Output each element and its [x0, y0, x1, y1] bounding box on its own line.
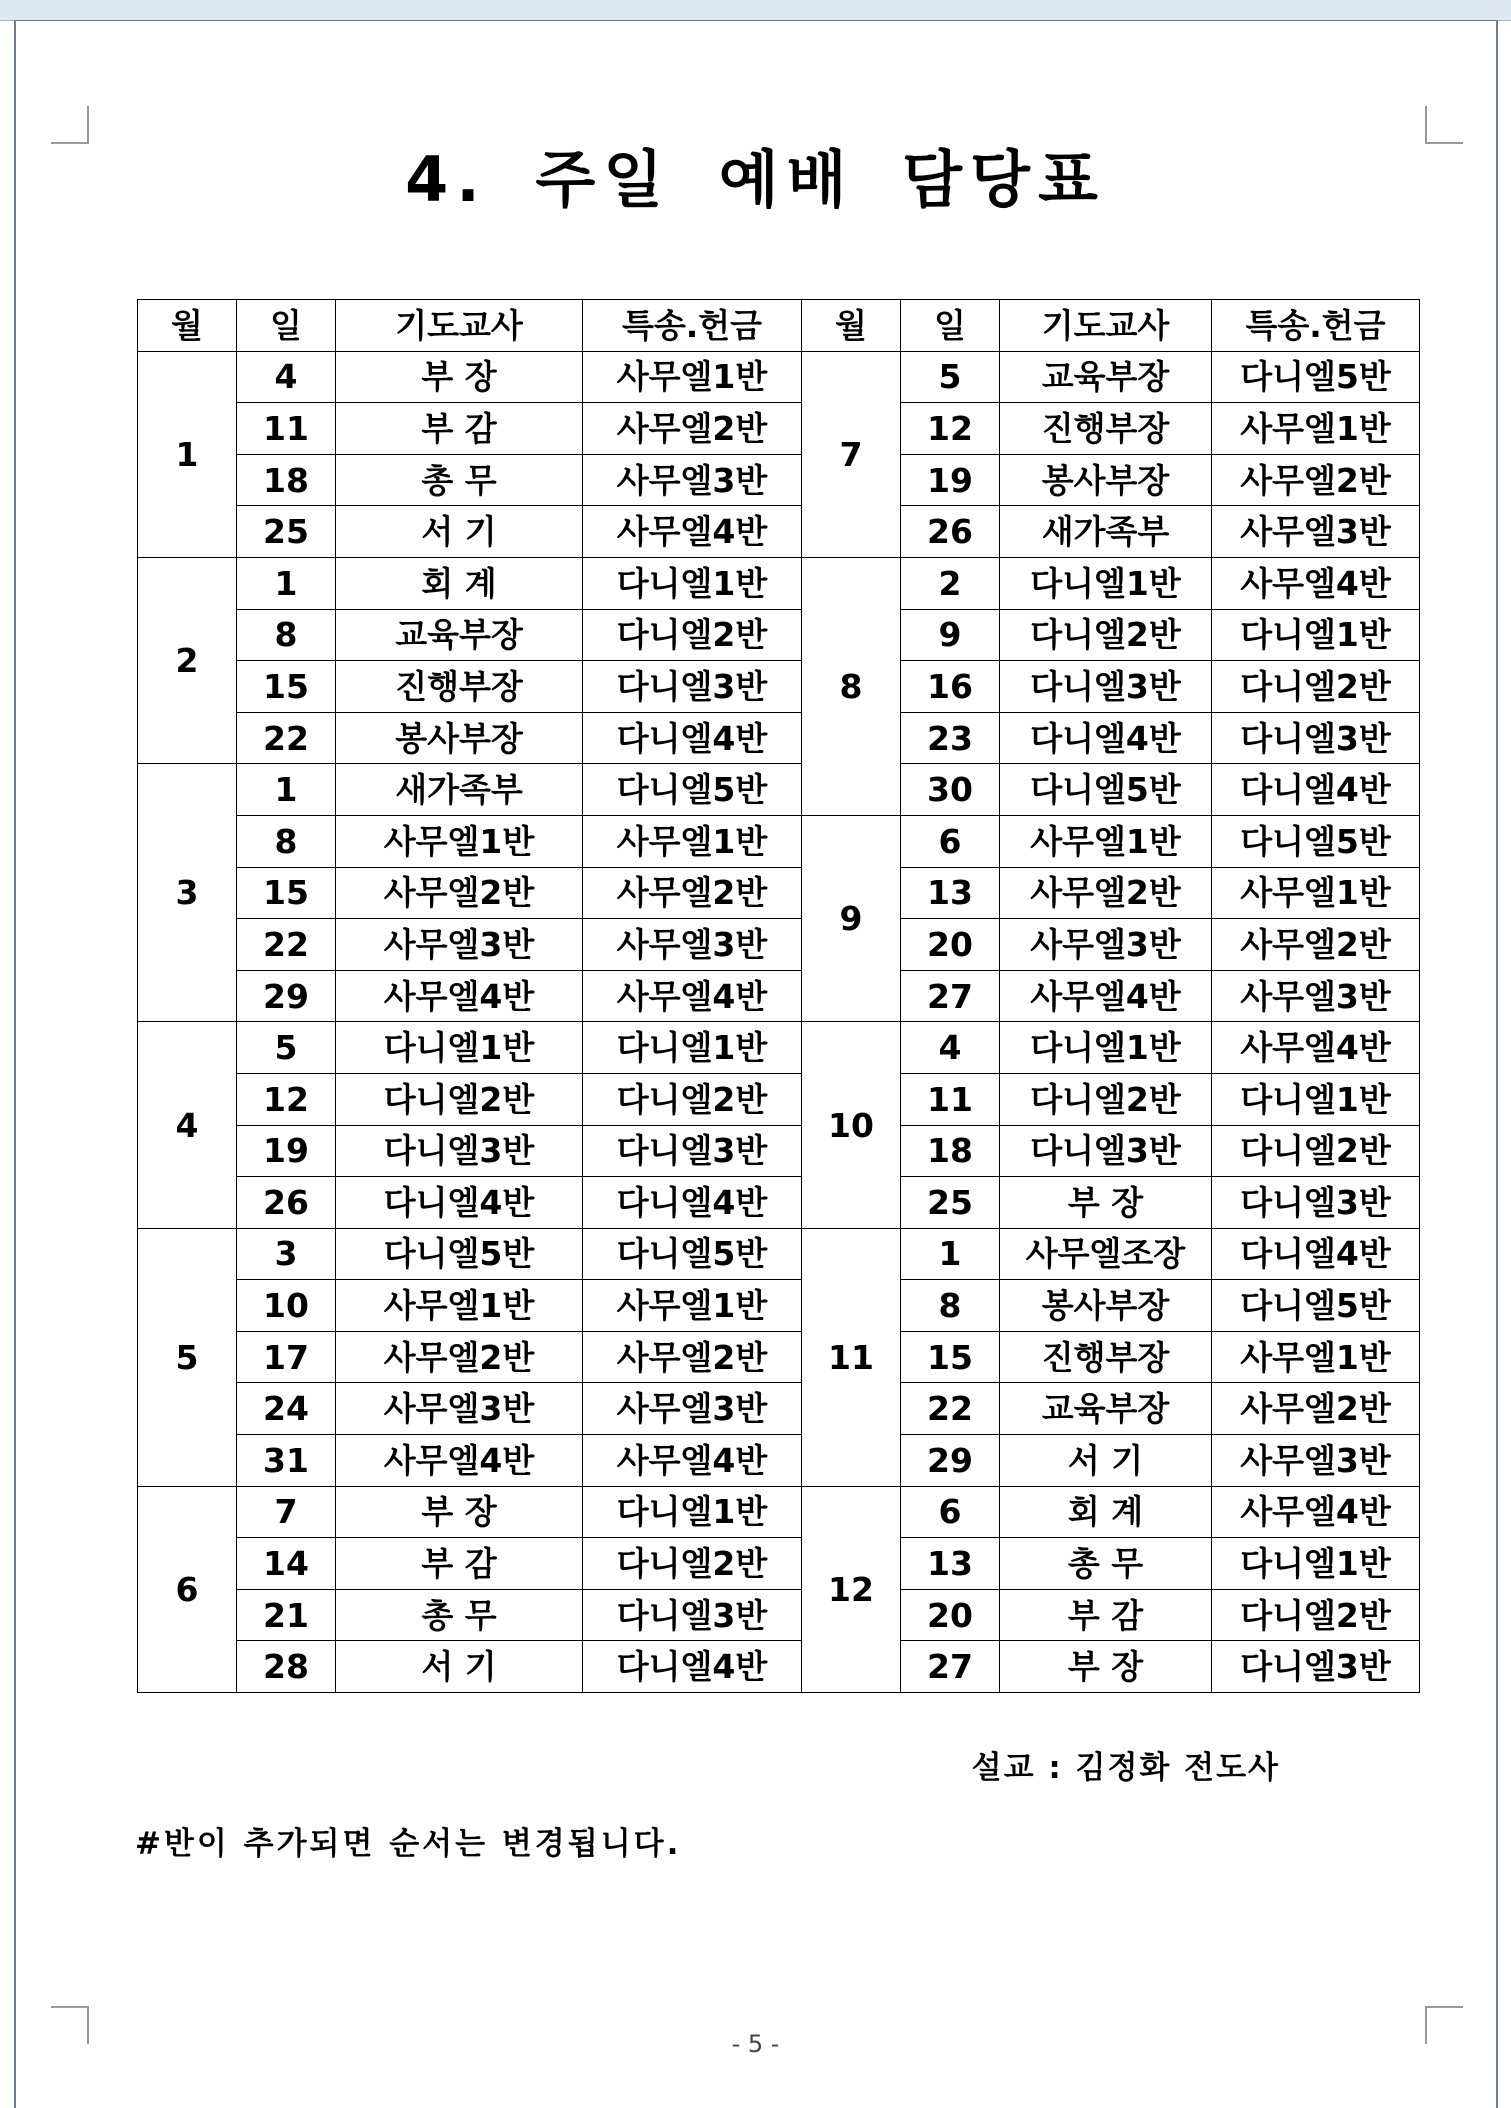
- day-cell-left: 1: [237, 557, 336, 609]
- prayer-teacher-cell-right: 다니엘2반: [1000, 609, 1212, 661]
- special-offering-cell-left: 다니엘2반: [583, 609, 802, 661]
- special-offering-cell-right: 다니엘4반: [1212, 764, 1420, 816]
- day-cell-right: 13: [901, 1538, 1000, 1590]
- special-offering-cell-left: 사무엘1반: [583, 1280, 802, 1332]
- prayer-teacher-cell-right: 회 계: [1000, 1486, 1212, 1538]
- prayer-teacher-cell-left: 사무엘2반: [336, 1331, 583, 1383]
- day-cell-left: 22: [237, 919, 336, 971]
- day-cell-right: 16: [901, 661, 1000, 713]
- special-offering-cell-right: 다니엘4반: [1212, 1228, 1420, 1280]
- day-cell-left: 18: [237, 454, 336, 506]
- special-offering-cell-right: 사무엘1반: [1212, 867, 1420, 919]
- prayer-teacher-cell-right: 진행부장: [1000, 1331, 1212, 1383]
- table-row: [138, 609, 1420, 661]
- day-cell-left: 1: [237, 764, 336, 816]
- day-cell-left: 14: [237, 1538, 336, 1590]
- prayer-teacher-cell-left: 총 무: [336, 454, 583, 506]
- prayer-teacher-cell-left: 부 감: [336, 403, 583, 455]
- month-cell-left: 5: [138, 1228, 237, 1486]
- prayer-teacher-cell-right: 다니엘4반: [1000, 712, 1212, 764]
- day-cell-left: 19: [237, 1125, 336, 1177]
- day-cell-left: 10: [237, 1280, 336, 1332]
- special-offering-cell-left: 사무엘1반: [583, 351, 802, 403]
- special-offering-cell-left: 사무엘1반: [583, 815, 802, 867]
- prayer-teacher-cell-left: 다니엘1반: [336, 1022, 583, 1074]
- prayer-teacher-cell-right: 부 장: [1000, 1177, 1212, 1229]
- prayer-teacher-cell-right: 사무엘조장: [1000, 1228, 1212, 1280]
- table-row: [138, 764, 1420, 816]
- special-offering-cell-left: 다니엘1반: [583, 1022, 802, 1074]
- special-offering-cell-right: 사무엘3반: [1212, 1435, 1420, 1487]
- prayer-teacher-cell-right: 교육부장: [1000, 351, 1212, 403]
- special-offering-cell-left: 사무엘3반: [583, 919, 802, 971]
- prayer-teacher-cell-left: 부 장: [336, 1486, 583, 1538]
- special-offering-cell-right: 다니엘2반: [1212, 1125, 1420, 1177]
- table-row: [138, 1486, 1420, 1538]
- prayer-teacher-cell-left: 총 무: [336, 1589, 583, 1641]
- prayer-teacher-cell-left: 진행부장: [336, 661, 583, 713]
- table-row: [138, 1177, 1420, 1229]
- preacher-label: 설교 : 김정화 전도사: [971, 1750, 1280, 1786]
- day-cell-left: 21: [237, 1589, 336, 1641]
- day-cell-left: 8: [237, 815, 336, 867]
- prayer-teacher-cell-right: 부 장: [1000, 1641, 1212, 1693]
- special-offering-cell-left: 다니엘1반: [583, 1486, 802, 1538]
- day-cell-right: 2: [901, 557, 1000, 609]
- day-cell-right: 13: [901, 867, 1000, 919]
- day-cell-left: 24: [237, 1383, 336, 1435]
- prayer-teacher-cell-left: 교육부장: [336, 609, 583, 661]
- header-prayer-right: 기도교사: [1000, 300, 1212, 352]
- day-cell-right: 1: [901, 1228, 1000, 1280]
- document-title: 4. 주일 예배 담당표: [405, 143, 1106, 216]
- prayer-teacher-cell-left: 사무엘1반: [336, 815, 583, 867]
- day-cell-left: 28: [237, 1641, 336, 1693]
- prayer-teacher-cell-right: 다니엘3반: [1000, 661, 1212, 713]
- month-cell-right: 10: [802, 1022, 901, 1228]
- day-cell-left: 7: [237, 1486, 336, 1538]
- table-row: [138, 712, 1420, 764]
- special-offering-cell-left: 다니엘4반: [583, 1177, 802, 1229]
- special-offering-cell-left: 다니엘2반: [583, 1073, 802, 1125]
- table-row: [138, 1435, 1420, 1487]
- day-cell-right: 6: [901, 815, 1000, 867]
- worship-schedule-table: [137, 299, 1420, 1693]
- special-offering-cell-right: 다니엘3반: [1212, 1641, 1420, 1693]
- table-row: [138, 815, 1420, 867]
- prayer-teacher-cell-right: 사무엘3반: [1000, 919, 1212, 971]
- day-cell-right: 9: [901, 609, 1000, 661]
- special-offering-cell-right: 다니엘1반: [1212, 609, 1420, 661]
- special-offering-cell-right: 사무엘2반: [1212, 454, 1420, 506]
- prayer-teacher-cell-left: 서 기: [336, 1641, 583, 1693]
- prayer-teacher-cell-right: 진행부장: [1000, 403, 1212, 455]
- special-offering-cell-left: 다니엘4반: [583, 1641, 802, 1693]
- prayer-teacher-cell-right: 다니엘1반: [1000, 557, 1212, 609]
- day-cell-left: 8: [237, 609, 336, 661]
- table-row: [138, 557, 1420, 609]
- table-row: [138, 351, 1420, 403]
- day-cell-right: 29: [901, 1435, 1000, 1487]
- prayer-teacher-cell-left: 봉사부장: [336, 712, 583, 764]
- day-cell-right: 18: [901, 1125, 1000, 1177]
- day-cell-right: 20: [901, 919, 1000, 971]
- table-row: [138, 970, 1420, 1022]
- day-cell-right: 22: [901, 1383, 1000, 1435]
- day-cell-left: 31: [237, 1435, 336, 1487]
- month-cell-left: 2: [138, 557, 237, 763]
- day-cell-right: 27: [901, 1641, 1000, 1693]
- prayer-teacher-cell-left: 사무엘3반: [336, 1383, 583, 1435]
- special-offering-cell-left: 다니엘1반: [583, 557, 802, 609]
- month-cell-right: 9: [802, 815, 901, 1021]
- day-cell-right: 12: [901, 403, 1000, 455]
- day-cell-right: 26: [901, 506, 1000, 558]
- special-offering-cell-right: 다니엘1반: [1212, 1538, 1420, 1590]
- special-offering-cell-left: 사무엘4반: [583, 970, 802, 1022]
- prayer-teacher-cell-left: 다니엘5반: [336, 1228, 583, 1280]
- special-offering-cell-right: 사무엘2반: [1212, 919, 1420, 971]
- prayer-teacher-cell-right: 봉사부장: [1000, 454, 1212, 506]
- header-day-left: 일: [237, 300, 336, 352]
- prayer-teacher-cell-left: 새가족부: [336, 764, 583, 816]
- special-offering-cell-right: 다니엘2반: [1212, 661, 1420, 713]
- special-offering-cell-left: 다니엘5반: [583, 1228, 802, 1280]
- prayer-teacher-cell-right: 다니엘5반: [1000, 764, 1212, 816]
- prayer-teacher-cell-right: 새가족부: [1000, 506, 1212, 558]
- month-cell-right: 7: [802, 351, 901, 557]
- prayer-teacher-cell-left: 부 장: [336, 351, 583, 403]
- header-special-left: 특송.헌금: [583, 300, 802, 352]
- special-offering-cell-left: 다니엘3반: [583, 1125, 802, 1177]
- prayer-teacher-cell-right: 다니엘1반: [1000, 1022, 1212, 1074]
- special-offering-cell-right: 다니엘3반: [1212, 712, 1420, 764]
- prayer-teacher-cell-right: 봉사부장: [1000, 1280, 1212, 1332]
- special-offering-cell-right: 사무엘2반: [1212, 1383, 1420, 1435]
- prayer-teacher-cell-right: 사무엘1반: [1000, 815, 1212, 867]
- special-offering-cell-right: 다니엘5반: [1212, 351, 1420, 403]
- table-row: [138, 661, 1420, 713]
- header-prayer-left: 기도교사: [336, 300, 583, 352]
- day-cell-left: 3: [237, 1228, 336, 1280]
- prayer-teacher-cell-right: 사무엘2반: [1000, 867, 1212, 919]
- special-offering-cell-left: 사무엘4반: [583, 506, 802, 558]
- special-offering-cell-right: 사무엘4반: [1212, 1022, 1420, 1074]
- day-cell-right: 27: [901, 970, 1000, 1022]
- day-cell-left: 25: [237, 506, 336, 558]
- day-cell-right: 4: [901, 1022, 1000, 1074]
- special-offering-cell-left: 사무엘2반: [583, 867, 802, 919]
- day-cell-left: 4: [237, 351, 336, 403]
- day-cell-right: 8: [901, 1280, 1000, 1332]
- day-cell-right: 5: [901, 351, 1000, 403]
- special-offering-cell-left: 다니엘3반: [583, 661, 802, 713]
- day-cell-right: 6: [901, 1486, 1000, 1538]
- day-cell-left: 17: [237, 1331, 336, 1383]
- prayer-teacher-cell-left: 사무엘4반: [336, 1435, 583, 1487]
- day-cell-left: 15: [237, 867, 336, 919]
- month-cell-left: 6: [138, 1486, 237, 1692]
- table-row: [138, 1331, 1420, 1383]
- month-cell-left: 1: [138, 351, 237, 557]
- special-offering-cell-left: 사무엘3반: [583, 1383, 802, 1435]
- special-offering-cell-left: 사무엘4반: [583, 1435, 802, 1487]
- prayer-teacher-cell-right: 교육부장: [1000, 1383, 1212, 1435]
- special-offering-cell-right: 사무엘1반: [1212, 403, 1420, 455]
- table-row: [138, 403, 1420, 455]
- day-cell-right: 19: [901, 454, 1000, 506]
- special-offering-cell-right: 사무엘3반: [1212, 970, 1420, 1022]
- table-row: [138, 1383, 1420, 1435]
- header-special-right: 특송.헌금: [1212, 300, 1420, 352]
- table-row: [138, 1228, 1420, 1280]
- prayer-teacher-cell-left: 사무엘1반: [336, 1280, 583, 1332]
- special-offering-cell-right: 다니엘3반: [1212, 1177, 1420, 1229]
- day-cell-left: 15: [237, 661, 336, 713]
- table-row: [138, 506, 1420, 558]
- special-offering-cell-right: 사무엘3반: [1212, 506, 1420, 558]
- day-cell-left: 11: [237, 403, 336, 455]
- day-cell-right: 20: [901, 1589, 1000, 1641]
- special-offering-cell-right: 사무엘4반: [1212, 1486, 1420, 1538]
- day-cell-right: 30: [901, 764, 1000, 816]
- table-row: [138, 1538, 1420, 1590]
- special-offering-cell-left: 사무엘2반: [583, 1331, 802, 1383]
- day-cell-left: 26: [237, 1177, 336, 1229]
- month-cell-right: 8: [802, 557, 901, 815]
- day-cell-right: 25: [901, 1177, 1000, 1229]
- special-offering-cell-right: 다니엘5반: [1212, 815, 1420, 867]
- table-row: [138, 1280, 1420, 1332]
- prayer-teacher-cell-left: 회 계: [336, 557, 583, 609]
- day-cell-left: 29: [237, 970, 336, 1022]
- day-cell-right: 23: [901, 712, 1000, 764]
- header-day-right: 일: [901, 300, 1000, 352]
- table-row: [138, 1641, 1420, 1693]
- prayer-teacher-cell-left: 다니엘4반: [336, 1177, 583, 1229]
- special-offering-cell-right: 사무엘1반: [1212, 1331, 1420, 1383]
- day-cell-left: 22: [237, 712, 336, 764]
- table-row: [138, 867, 1420, 919]
- prayer-teacher-cell-left: 사무엘3반: [336, 919, 583, 971]
- prayer-teacher-cell-left: 서 기: [336, 506, 583, 558]
- prayer-teacher-cell-right: 다니엘2반: [1000, 1073, 1212, 1125]
- special-offering-cell-right: 다니엘1반: [1212, 1073, 1420, 1125]
- header-month-right: 월: [802, 300, 901, 352]
- special-offering-cell-left: 다니엘5반: [583, 764, 802, 816]
- special-offering-cell-left: 사무엘2반: [583, 403, 802, 455]
- prayer-teacher-cell-left: 다니엘2반: [336, 1073, 583, 1125]
- prayer-teacher-cell-right: 다니엘3반: [1000, 1125, 1212, 1177]
- day-cell-right: 11: [901, 1073, 1000, 1125]
- table-row: [138, 1073, 1420, 1125]
- special-offering-cell-left: 다니엘4반: [583, 712, 802, 764]
- footnote: #반이 추가되면 순서는 변경됩니다.: [135, 1826, 682, 1862]
- table-row: [138, 919, 1420, 971]
- table-row: [138, 1589, 1420, 1641]
- window-top-bar: [0, 0, 1511, 21]
- month-cell-right: 12: [802, 1486, 901, 1692]
- month-cell-left: 3: [138, 764, 237, 1022]
- special-offering-cell-right: 사무엘4반: [1212, 557, 1420, 609]
- day-cell-left: 12: [237, 1073, 336, 1125]
- prayer-teacher-cell-left: 사무엘2반: [336, 867, 583, 919]
- table-header-row: [138, 300, 1420, 352]
- day-cell-right: 15: [901, 1331, 1000, 1383]
- prayer-teacher-cell-left: 부 감: [336, 1538, 583, 1590]
- day-cell-left: 5: [237, 1022, 336, 1074]
- prayer-teacher-cell-right: 서 기: [1000, 1435, 1212, 1487]
- table-row: [138, 1125, 1420, 1177]
- prayer-teacher-cell-left: 다니엘3반: [336, 1125, 583, 1177]
- special-offering-cell-left: 사무엘3반: [583, 454, 802, 506]
- table-row: [138, 1022, 1420, 1074]
- prayer-teacher-cell-left: 사무엘4반: [336, 970, 583, 1022]
- month-cell-right: 11: [802, 1228, 901, 1486]
- header-month-left: 월: [138, 300, 237, 352]
- prayer-teacher-cell-right: 사무엘4반: [1000, 970, 1212, 1022]
- page-number: - 5 -: [731, 2030, 780, 2058]
- table-row: [138, 454, 1420, 506]
- month-cell-left: 4: [138, 1022, 237, 1228]
- special-offering-cell-left: 다니엘2반: [583, 1538, 802, 1590]
- special-offering-cell-right: 다니엘2반: [1212, 1589, 1420, 1641]
- prayer-teacher-cell-right: 총 무: [1000, 1538, 1212, 1590]
- special-offering-cell-left: 다니엘3반: [583, 1589, 802, 1641]
- special-offering-cell-right: 다니엘5반: [1212, 1280, 1420, 1332]
- prayer-teacher-cell-right: 부 감: [1000, 1589, 1212, 1641]
